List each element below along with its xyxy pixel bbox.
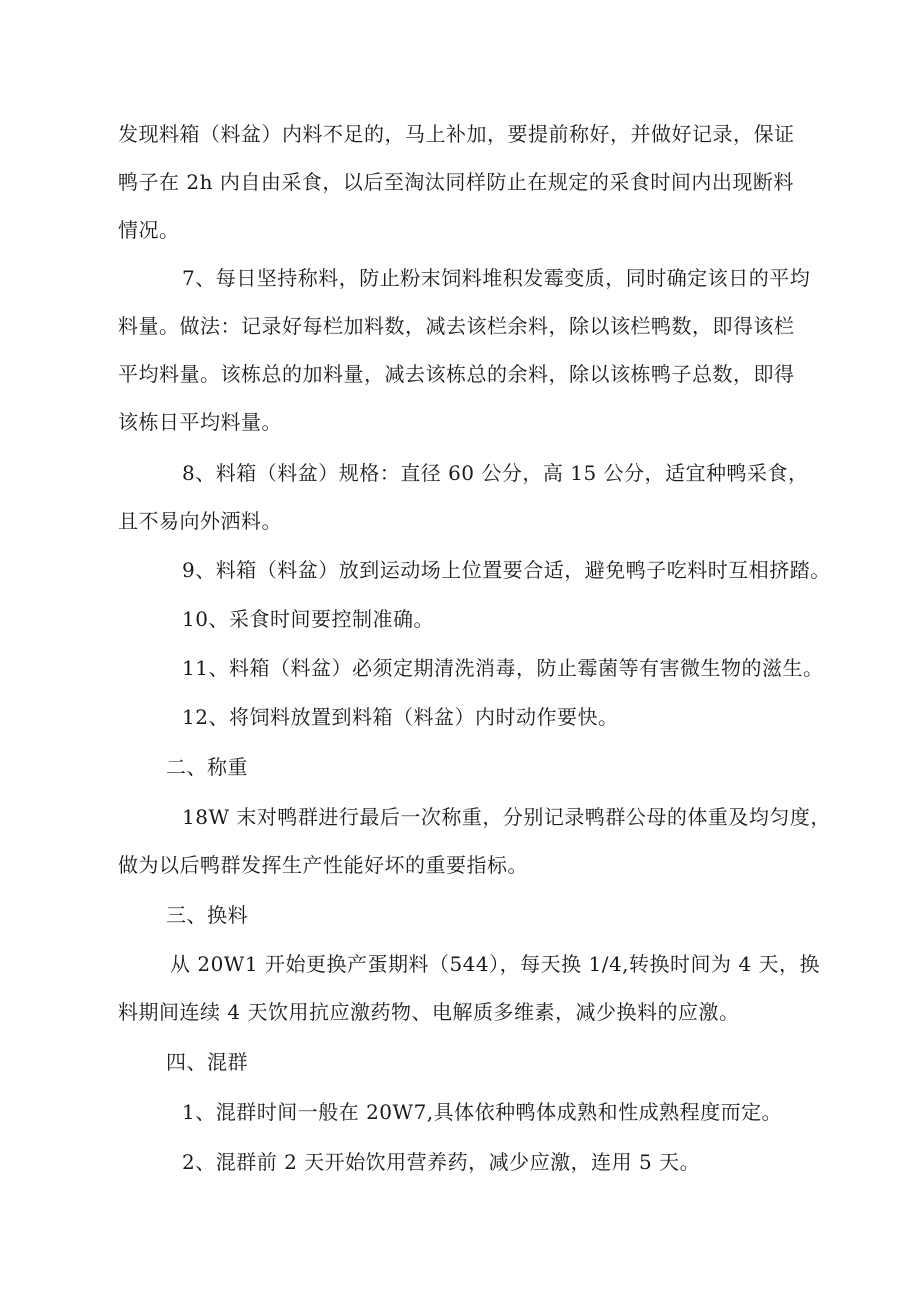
text-line: 2、混群前 2 天开始饮用营养药，减少应激，连用 5 天。: [182, 1150, 701, 1174]
section-heading-mixing: 四、混群: [166, 1050, 248, 1074]
text-line: 该栋日平均料量。: [118, 410, 282, 434]
text-line: 且不易向外洒料。: [118, 509, 282, 533]
text-line: 11、料箱（料盆）必须定期清洗消毒，防止霉菌等有害微生物的滋生。: [182, 656, 824, 680]
text-line: 鸭子在 2h 内自由采食，以后至淘汰同样防止在规定的采食时间内出现断料: [118, 170, 794, 194]
text-line: 18W 末对鸭群进行最后一次称重，分别记录鸭群公母的体重及均匀度，: [182, 805, 831, 829]
text-line: 10、采食时间要控制准确。: [182, 607, 434, 631]
text-line: 1、混群时间一般在 20W7,具体依种鸭体成熟和性成熟程度而定。: [182, 1100, 783, 1124]
text-line: 平均料量。该栋总的加料量，减去该栋总的余料，除以该栋鸭子总数，即得: [118, 362, 795, 386]
text-line: 8、料箱（料盆）规格：直径 60 公分，高 15 公分，适宜种鸭采食，: [182, 461, 809, 485]
section-heading-feed-change: 三、换料: [166, 903, 248, 927]
text-line: 料量。做法：记录好每栏加料数，减去该栏余料，除以该栏鸭数，即得该栏: [118, 314, 795, 338]
section-heading-weighing: 二、称重: [166, 755, 248, 779]
text-line: 7、每日坚持称料，防止粉末饲料堆积发霉变质，同时确定该日的平均: [182, 266, 811, 290]
text-line: 做为以后鸭群发挥生产性能好坏的重要指标。: [118, 853, 528, 877]
text-line: 从 20W1 开始更换产蛋期料（544），每天换 1/4,转换时间为 4 天，换: [170, 952, 820, 976]
text-line: 12、将饲料放置到料箱（料盆）内时动作要快。: [182, 705, 619, 729]
text-line: 发现料箱（料盆）内料不足的，马上补加，要提前称好，并做好记录，保证: [118, 122, 795, 146]
text-line: 料期间连续 4 天饮用抗应激药物、电解质多维素，减少换料的应激。: [118, 1000, 740, 1024]
text-line: 情况。: [118, 218, 180, 242]
text-line: 9、料箱（料盆）放到运动场上位置要合适，避免鸭子吃料时互相挤踏。: [182, 558, 831, 582]
